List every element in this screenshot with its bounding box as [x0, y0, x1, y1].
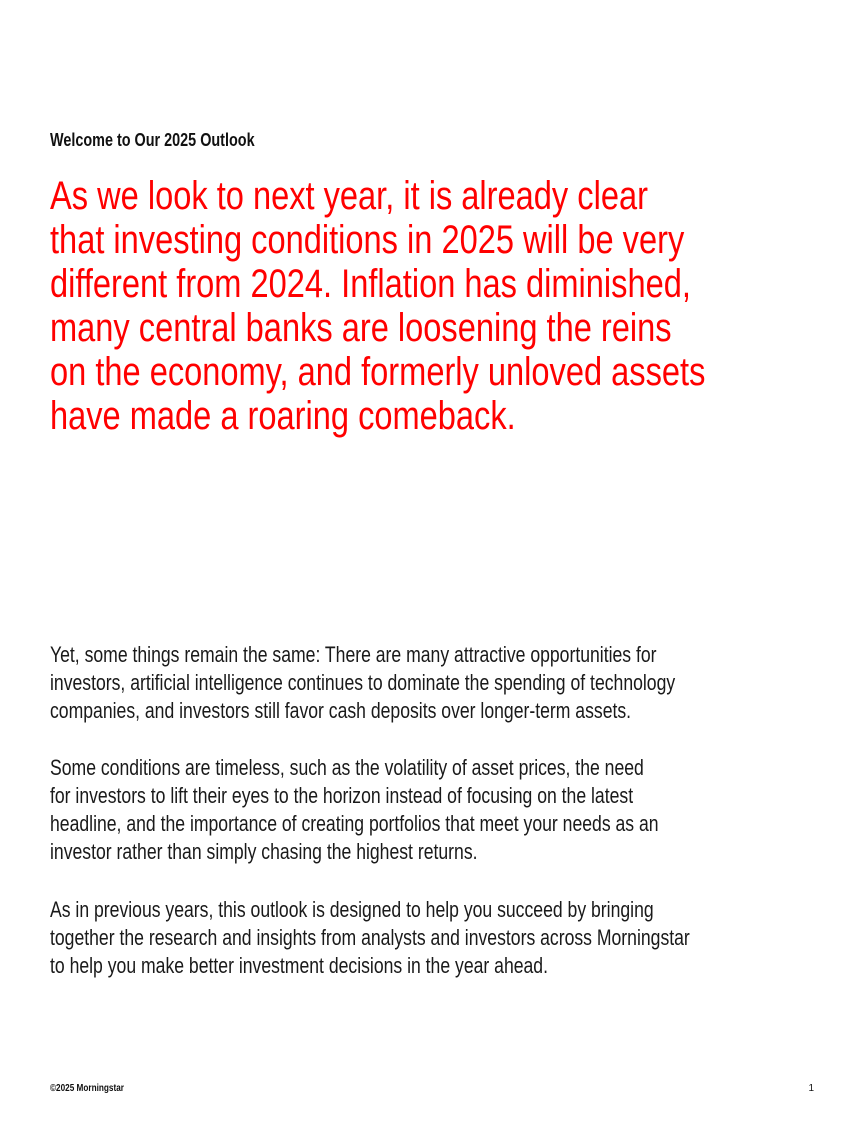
lead-line: As we look to next year, it is already clear	[50, 174, 648, 218]
body-line: As in previous years, this outlook is designed to help you succeed by bringing	[50, 897, 654, 922]
body-paragraph-3	[50, 896, 850, 980]
lead-paragraph	[50, 174, 854, 438]
footer-copyright: ©2025 Morningstar	[50, 1083, 124, 1094]
body-paragraph-2	[50, 754, 811, 866]
body-line: companies, and investors still favor cash deposits over longer-term assets.	[50, 698, 632, 723]
body-line: headline, and the importance of creating portfolios that meet your needs as an	[50, 811, 659, 836]
body-line: together the research and insights from analysts and investors across Morningstar	[50, 925, 690, 950]
body-line: to help you make better investment decisions in the year ahead.	[50, 953, 548, 978]
body-line: Yet, some things remain the same: There are many attractive opportunities for	[50, 642, 657, 667]
lead-line: have made a roaring comeback.	[50, 394, 516, 438]
page-number: 1	[808, 1083, 814, 1094]
lead-line: on the economy, and formerly unloved assets	[50, 350, 706, 394]
page-heading: Welcome to Our 2025 Outlook	[50, 130, 255, 150]
lead-line: many central banks are loosening the reins	[50, 306, 672, 350]
body-line: for investors to lift their eyes to the horizon instead of focusing on the latest	[50, 783, 634, 808]
body-line: Some conditions are timeless, such as the volatility of asset prices, the need	[50, 755, 644, 780]
body-line: investor rather than simply chasing the highest returns.	[50, 839, 478, 864]
body-line: investors, artificial intelligence continues to dominate the spending of technology	[50, 670, 676, 695]
lead-line: that investing conditions in 2025 will be very	[50, 218, 685, 262]
body-paragraph-1	[50, 641, 831, 725]
lead-line: different from 2024. Inflation has diminished,	[50, 262, 691, 306]
